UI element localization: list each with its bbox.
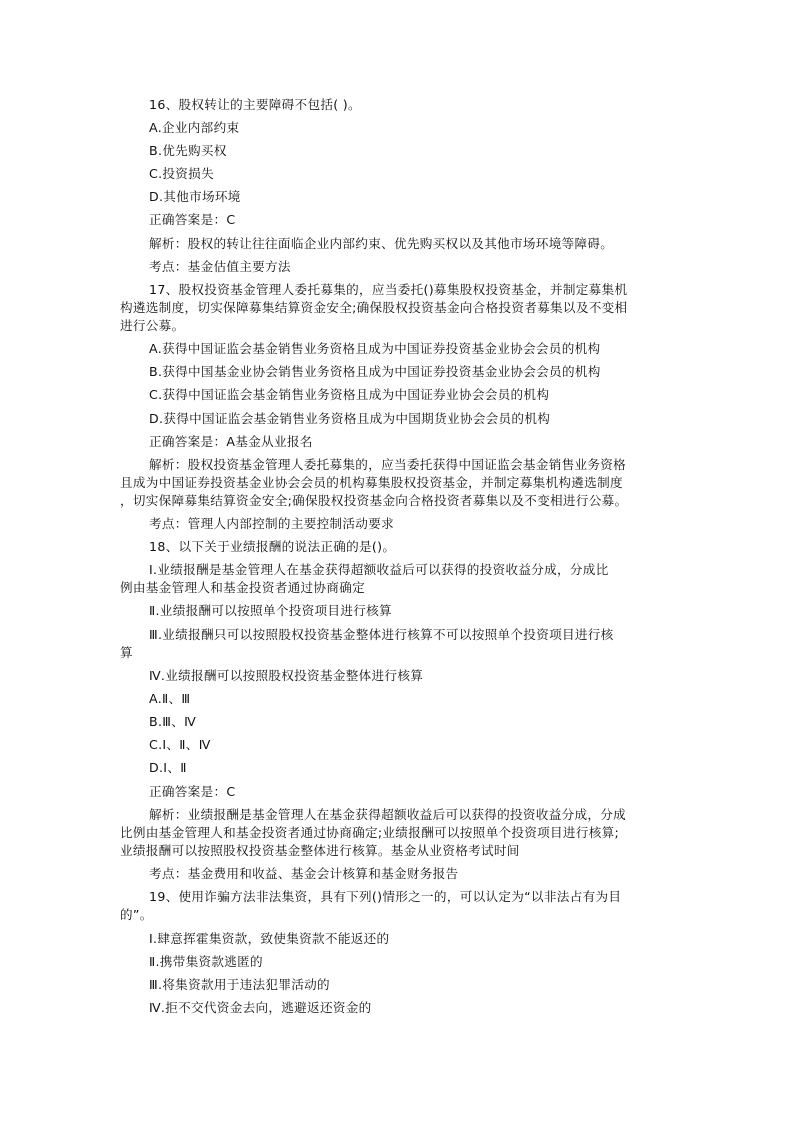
q17-option-b: B.获得中国基金业协会销售业务资格且成为中国证券投资基金业协会会员的机构 (149, 364, 601, 379)
q18-option-b: B.Ⅲ、Ⅳ (149, 714, 197, 729)
q17-stem-line-3: 进行公募。 (120, 318, 185, 333)
q19-statement-2: Ⅱ.携带集资款逃匿的 (149, 954, 263, 969)
q17-analysis-line-3: ，切实保障募集结算资金安全;确保股权投资基金向合格投资者募集以及不变相进行公募。 (120, 493, 628, 508)
q16-point: 考点：基金估值主要方法 (149, 259, 291, 274)
q18-statement-1-line-2: 例由基金管理人和基金投资者通过协商确定 (120, 580, 365, 595)
q18-statement-3-line-1: Ⅲ.业绩报酬只可以按照股权投资基金整体进行核算不可以按照单个投资项目进行核 (149, 627, 614, 642)
q18-analysis-line-1: 解析：业绩报酬是基金管理人在基金获得超额收益后可以获得的投资收益分成，分成 (149, 807, 627, 822)
q18-stem: 18、以下关于业绩报酬的说法正确的是()。 (149, 539, 396, 554)
q19-statement-4: Ⅳ.拒不交代资金去向，逃避返还资金的 (149, 1000, 372, 1015)
q17-point: 考点：管理人内部控制的主要控制活动要求 (149, 516, 394, 531)
q18-analysis-line-3: 业绩报酬可以按照股权投资基金整体进行核算。基金从业资格考试时间 (120, 843, 520, 858)
q17-answer: 正确答案是：A基金从业报名 (149, 434, 313, 449)
q18-option-d: D.Ⅰ、Ⅱ (149, 760, 187, 775)
q17-option-a: A.获得中国证监会基金销售业务资格且成为中国证券投资基金业协会会员的机构 (149, 341, 601, 356)
q18-statement-3-line-2: 算 (120, 645, 133, 660)
q18-point: 考点：基金费用和收益、基金会计核算和基金财务报告 (149, 866, 459, 881)
q19-statement-3: Ⅲ.将集资款用于违法犯罪活动的 (149, 977, 330, 992)
q19-stem-line-1: 19、使用诈骗方法非法集资，具有下列()情形之一的，可以认定为“以非法占有为目 (149, 889, 622, 904)
q18-option-c: C.Ⅰ、Ⅱ、Ⅳ (149, 737, 211, 752)
q16-stem: 16、股权转让的主要障碍不包括( )。 (149, 97, 361, 112)
q16-option-a: A.企业内部约束 (149, 120, 240, 135)
q19-stem-line-2: 的”。 (120, 907, 153, 922)
q17-option-d: D.获得中国证监会基金销售业务资格且成为中国期货业协会会员的机构 (149, 411, 551, 426)
q16-option-d: D.其他市场环境 (149, 189, 241, 204)
q18-answer: 正确答案是：C (149, 784, 236, 799)
q19-statement-1: Ⅰ.肆意挥霍集资款，致使集资款不能返还的 (149, 931, 390, 946)
q16-answer: 正确答案是：C (149, 212, 236, 227)
q16-option-b: B.优先购买权 (149, 143, 227, 158)
q18-statement-1-line-1: Ⅰ.业绩报酬是基金管理人在基金获得超额收益后可以获得的投资收益分成，分成比 (149, 562, 609, 577)
q18-analysis-line-2: 比例由基金管理人和基金投资者通过协商确定;业绩报酬可以按照单个投资项目进行核算; (120, 825, 620, 840)
q17-stem-line-1: 17、股权投资基金管理人委托募集的，应当委托()募集股权投资基金，并制定募集机 (149, 282, 628, 297)
q16-analysis: 解析：股权的转让往往面临企业内部约束、优先购买权以及其他市场环境等障碍。 (149, 236, 614, 251)
q18-statement-2: Ⅱ.业绩报酬可以按照单个投资项目进行核算 (149, 603, 392, 618)
q18-option-a: A.Ⅱ、Ⅲ (149, 691, 191, 706)
q17-option-c: C.获得中国证监会基金销售业务资格且成为中国证券业协会会员的机构 (149, 387, 550, 402)
q18-statement-4: Ⅳ.业绩报酬可以按照股权投资基金整体进行核算 (149, 668, 424, 683)
q17-analysis-line-1: 解析：股权投资基金管理人委托募集的，应当委托获得中国证监会基金销售业务资格 (149, 457, 627, 472)
q17-stem-line-2: 构遴选制度，切实保障募集结算资金安全;确保股权投资基金向合格投资者募集以及不变相 (120, 300, 628, 315)
q17-analysis-line-2: 且成为中国证券投资基金业协会会员的机构募集股权投资基金，并制定募集机构遴选制度 (120, 475, 623, 490)
q16-option-c: C.投资损失 (149, 166, 214, 181)
